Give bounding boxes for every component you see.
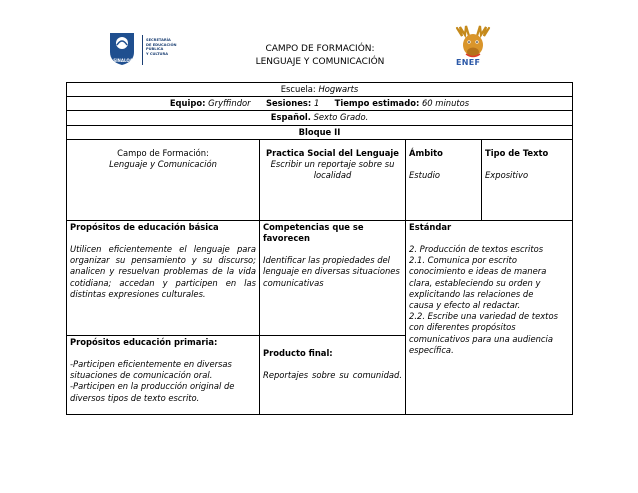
- practica-value: Escribir un reportaje sobre su localidad: [270, 159, 395, 181]
- proposito-basica-text: Utilicen eficientemente el lenguaje para organizar su pensamiento y su discurso; analicen y resuelvan problemas de la vida cotidiana; accedan y participen en las distintas expresiones culturales.: [70, 244, 256, 299]
- sesiones-label: Sesiones:: [265, 98, 312, 109]
- enef-word: ENEF: [456, 58, 481, 67]
- department-line: DE EDUCACIÓN: [146, 42, 177, 47]
- estandar-title: Estándar: [409, 221, 452, 232]
- proposito-basica-cell: [67, 220, 260, 335]
- document-title-line1: CAMPO DE FORMACIÓN:: [265, 44, 375, 54]
- sinaloa-emblem-text: SINALOA: [113, 58, 133, 63]
- tiempo-label: Tiempo estimado:: [334, 98, 420, 109]
- department-text: [146, 38, 177, 56]
- producto-title: Producto final:: [263, 347, 333, 358]
- equipo-value: Gryffindor: [208, 98, 251, 109]
- producto-text: Reportajes sobre su comunidad.: [263, 370, 402, 381]
- sinaloa-sep-logo: [106, 32, 188, 70]
- estandar-cell: [406, 220, 573, 414]
- document-title-line2: LENGUAJE Y COMUNICACIÓN: [255, 57, 385, 67]
- proposito-primaria-item: -Participen en la producción original de diversos tipos de texto escrito.: [70, 381, 235, 403]
- competencias-cell: [260, 220, 406, 335]
- headers-row: [67, 139, 573, 220]
- campo-cell: [67, 139, 260, 220]
- proposito-primaria-item: -Participen eficientemente en diversas situaciones de comunicación oral.: [70, 359, 232, 381]
- sesiones-value: 1: [313, 98, 320, 109]
- lesson-plan-table: [66, 82, 573, 415]
- estandar-item: 2.1. Comunica por escrito conocimiento e ideas de manera clara, estableciendo su orden y explicitando las relaciones de causa y efecto al redactar.: [409, 255, 547, 311]
- escuela-cell: [67, 83, 573, 97]
- escuela-label: Escuela:: [280, 84, 316, 94]
- tipo-cell: [482, 139, 573, 220]
- estandar-item: 2. Producción de textos escritos: [409, 244, 544, 255]
- equipo-label: Equipo:: [169, 98, 206, 109]
- tipo-label: Tipo de Texto: [485, 147, 549, 158]
- proposito-basica-title: Propósitos de educación básica: [70, 221, 219, 232]
- enef-logo: [452, 24, 494, 70]
- proposito-primaria-cell: [67, 335, 260, 414]
- meta-row-espanol: [67, 111, 573, 125]
- meta-row-escuela: [67, 83, 573, 97]
- equipo-cell: [67, 97, 573, 111]
- estandar-item: 2.2. Escribe una variedad de textos con diferentes propósitos comunicativos para una audiencia específica.: [409, 311, 558, 355]
- bloque-label: Bloque II: [298, 126, 341, 137]
- tiempo-value: 60 minutos: [421, 98, 470, 109]
- moose-mascot-icon: [452, 24, 494, 60]
- proposito-primaria-title: Propósitos educación primaria:: [70, 336, 218, 347]
- ambito-value: Estudio: [409, 170, 441, 181]
- grado-value: Sexto Grado.: [313, 112, 369, 123]
- ambito-cell: [406, 139, 482, 220]
- department-line: SECRETARÍA: [146, 38, 171, 42]
- content-row-1: [67, 220, 573, 335]
- competencias-text: Identificar las propiedades del lenguaje en diversas situaciones comunicativas: [263, 255, 400, 288]
- bloque-cell: [67, 125, 573, 139]
- ambito-label: Ámbito: [409, 147, 443, 158]
- espanol-label: Español.: [270, 112, 311, 123]
- department-line: PÚBLICA: [146, 47, 164, 52]
- producto-cell: [260, 335, 406, 414]
- department-line: Y CULTURA: [146, 51, 169, 56]
- practica-label: Practica Social del Lenguaje: [266, 147, 399, 158]
- escuela-value: Hogwarts: [318, 84, 359, 94]
- meta-row-bloque: [67, 125, 573, 139]
- espanol-cell: [67, 111, 573, 125]
- campo-value: Lenguaje y Comunicación: [109, 159, 217, 170]
- logo-divider: [142, 35, 143, 65]
- campo-label: Campo de Formación:: [117, 147, 209, 158]
- meta-row-equipo: [67, 97, 573, 111]
- tipo-value: Expositivo: [485, 170, 529, 181]
- competencias-title: Competencias que se favorecen: [263, 221, 364, 244]
- practica-cell: [260, 139, 406, 220]
